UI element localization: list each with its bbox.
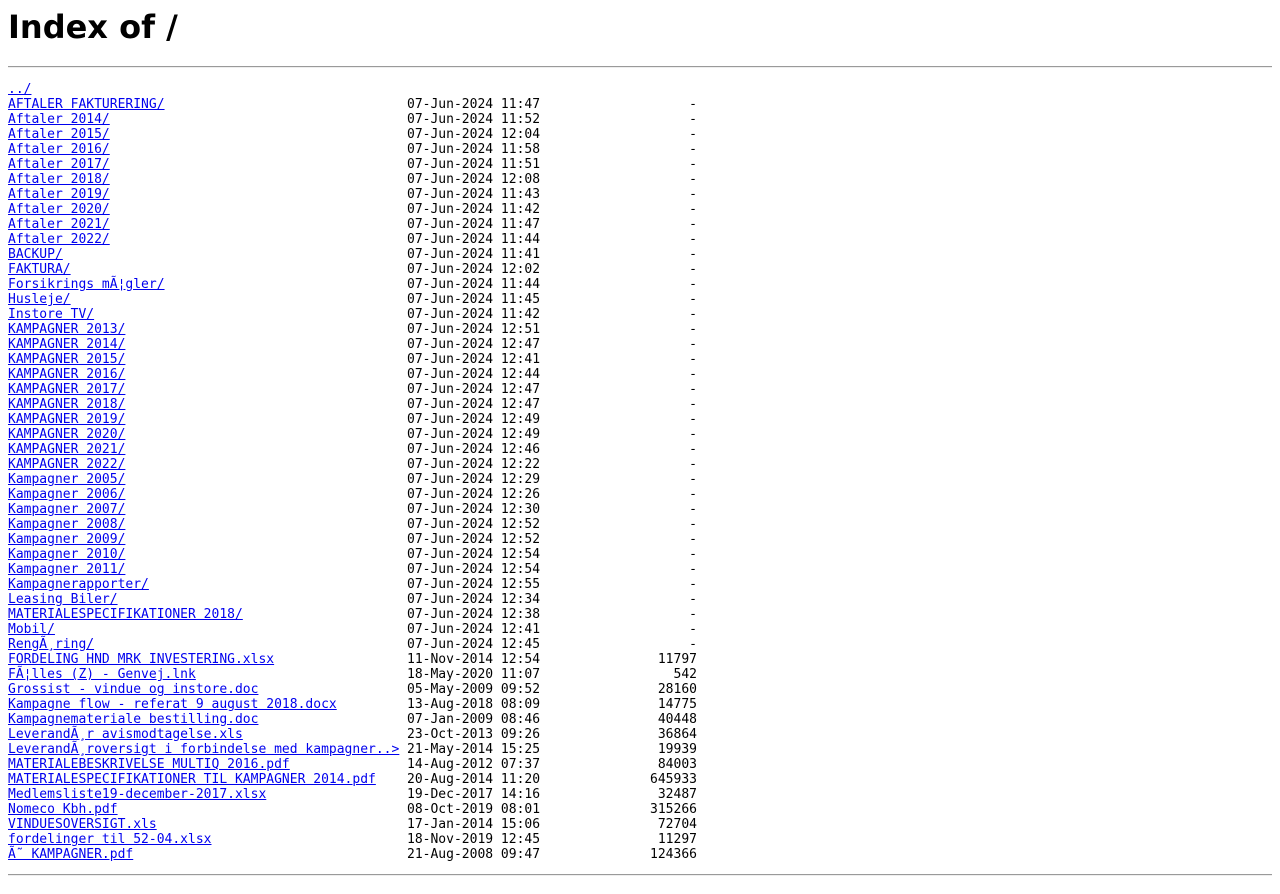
file-size: - xyxy=(689,352,697,367)
modified-date: 21-Aug-2008 09:47 xyxy=(407,847,541,862)
directory-link[interactable]: Kampagner 2006/ xyxy=(8,487,126,502)
listing-row xyxy=(8,727,1272,742)
modified-date: 07-Jun-2024 12:49 xyxy=(407,412,541,427)
modified-date: 07-Jun-2024 12:54 xyxy=(407,547,541,562)
file-size: 11297 xyxy=(657,832,697,847)
listing-row xyxy=(8,637,1272,652)
directory-link[interactable]: KAMPAGNER 2020/ xyxy=(8,427,126,442)
directory-link[interactable]: KAMPAGNER 2018/ xyxy=(8,397,126,412)
listing-row xyxy=(8,262,1272,277)
file-size: - xyxy=(689,487,697,502)
file-link[interactable]: Ã˜ KAMPAGNER.pdf xyxy=(8,847,134,862)
directory-link[interactable]: Aftaler 2016/ xyxy=(8,142,110,157)
modified-date: 07-Jun-2024 12:04 xyxy=(407,127,541,142)
modified-date: 07-Jun-2024 11:47 xyxy=(407,217,541,232)
modified-date: 21-May-2014 15:25 xyxy=(407,742,541,757)
top-divider xyxy=(8,66,1272,68)
file-size: - xyxy=(689,307,697,322)
file-size: - xyxy=(689,187,697,202)
file-size: - xyxy=(689,427,697,442)
listing-row xyxy=(8,712,1272,727)
listing-row xyxy=(8,217,1272,232)
modified-date: 13-Aug-2018 08:09 xyxy=(407,697,541,712)
modified-date: 07-Jun-2024 12:52 xyxy=(407,532,541,547)
listing-row xyxy=(8,127,1272,142)
modified-date: 07-Jun-2024 11:42 xyxy=(407,307,541,322)
modified-date: 07-Jun-2024 12:47 xyxy=(407,397,541,412)
directory-link[interactable]: KAMPAGNER 2022/ xyxy=(8,457,126,472)
modified-date: 07-Jun-2024 11:41 xyxy=(407,247,541,262)
directory-link[interactable]: Kampagner 2005/ xyxy=(8,472,126,487)
directory-link[interactable]: KAMPAGNER 2015/ xyxy=(8,352,126,367)
directory-link[interactable]: MATERIALESPECIFIKATIONER 2018/ xyxy=(8,607,243,622)
directory-link[interactable]: Aftaler 2020/ xyxy=(8,202,110,217)
directory-link[interactable]: Instore TV/ xyxy=(8,307,95,322)
directory-link[interactable]: Aftaler 2021/ xyxy=(8,217,110,232)
listing-row xyxy=(8,202,1272,217)
listing-row xyxy=(8,802,1272,817)
modified-date: 07-Jun-2024 12:29 xyxy=(407,472,541,487)
directory-link[interactable]: Leasing Biler/ xyxy=(8,592,118,607)
file-link[interactable]: VINDUESOVERSIGT.xls xyxy=(8,817,157,832)
listing-row xyxy=(8,757,1272,772)
directory-link[interactable]: Kampagner 2010/ xyxy=(8,547,126,562)
file-size: 11797 xyxy=(657,652,697,667)
file-size: - xyxy=(689,127,697,142)
modified-date: 07-Jun-2024 12:45 xyxy=(407,637,541,652)
file-size: - xyxy=(689,97,697,112)
modified-date: 23-Oct-2013 09:26 xyxy=(407,727,541,742)
file-size: 84003 xyxy=(657,757,697,772)
file-size: - xyxy=(689,382,697,397)
file-link[interactable]: fordelinger til 52-04.xlsx xyxy=(8,832,212,847)
file-size: - xyxy=(689,112,697,127)
file-size: - xyxy=(689,397,697,412)
listing-row xyxy=(8,832,1272,847)
file-link[interactable]: FORDELING HND MRK INVESTERING.xlsx xyxy=(8,652,275,667)
listing-row xyxy=(8,112,1272,127)
directory-link[interactable]: Aftaler 2014/ xyxy=(8,112,110,127)
modified-date: 07-Jun-2024 11:58 xyxy=(407,142,541,157)
file-size: - xyxy=(689,592,697,607)
listing-row xyxy=(8,742,1272,757)
file-size: - xyxy=(689,262,697,277)
file-size: - xyxy=(689,292,697,307)
directory-link[interactable]: Aftaler 2022/ xyxy=(8,232,110,247)
file-size: - xyxy=(689,202,697,217)
file-size: - xyxy=(689,622,697,637)
modified-date: 07-Jun-2024 11:47 xyxy=(407,97,541,112)
parent-directory-link[interactable]: ../ xyxy=(8,82,32,97)
modified-date: 07-Jun-2024 12:08 xyxy=(407,172,541,187)
directory-link[interactable]: AFTALER FAKTURERING/ xyxy=(8,97,165,112)
listing-row xyxy=(8,382,1272,397)
directory-link[interactable]: Kampagner 2007/ xyxy=(8,502,126,517)
modified-date: 07-Jun-2024 11:44 xyxy=(407,232,541,247)
modified-date: 07-Jun-2024 11:52 xyxy=(407,112,541,127)
modified-date: 07-Jun-2024 12:38 xyxy=(407,607,541,622)
file-size: - xyxy=(689,577,697,592)
modified-date: 07-Jun-2024 11:51 xyxy=(407,157,541,172)
modified-date: 07-Jun-2024 12:52 xyxy=(407,517,541,532)
listing-row xyxy=(8,772,1272,787)
modified-date: 07-Jan-2009 08:46 xyxy=(407,712,541,727)
file-link[interactable]: MATERIALEBESKRIVELSE MULTIQ 2016.pdf xyxy=(8,757,290,772)
listing-row xyxy=(8,307,1272,322)
file-link[interactable]: Nomeco Kbh.pdf xyxy=(8,802,118,817)
modified-date: 07-Jun-2024 12:30 xyxy=(407,502,541,517)
parent-directory-row xyxy=(8,82,1272,97)
listing-row xyxy=(8,292,1272,307)
directory-link[interactable]: Forsikrings mÃ¦gler/ xyxy=(8,277,165,292)
listing-row xyxy=(8,427,1272,442)
modified-date: 14-Aug-2012 07:37 xyxy=(407,757,541,772)
listing-row xyxy=(8,397,1272,412)
modified-date: 07-Jun-2024 12:26 xyxy=(407,487,541,502)
file-size: - xyxy=(689,142,697,157)
listing-row xyxy=(8,457,1272,472)
modified-date: 18-Nov-2019 12:45 xyxy=(407,832,541,847)
file-size: - xyxy=(689,517,697,532)
file-size: 32487 xyxy=(657,787,697,802)
page-title: Index of / xyxy=(8,8,178,46)
listing-row xyxy=(8,502,1272,517)
modified-date: 07-Jun-2024 12:54 xyxy=(407,562,541,577)
file-size: - xyxy=(689,502,697,517)
modified-date: 20-Aug-2014 11:20 xyxy=(407,772,541,787)
modified-date: 18-May-2020 11:07 xyxy=(407,667,541,682)
directory-link[interactable]: FAKTURA/ xyxy=(8,262,71,277)
directory-link[interactable]: RengÃ¸ring/ xyxy=(8,637,95,652)
listing-row xyxy=(8,577,1272,592)
directory-link[interactable]: Kampagner 2011/ xyxy=(8,562,126,577)
listing-row xyxy=(8,562,1272,577)
directory-link[interactable]: KAMPAGNER 2017/ xyxy=(8,382,126,397)
listing-row xyxy=(8,697,1272,712)
file-size: 28160 xyxy=(657,682,697,697)
modified-date: 11-Nov-2014 12:54 xyxy=(407,652,541,667)
listing-row xyxy=(8,547,1272,562)
listing-row xyxy=(8,322,1272,337)
file-size: - xyxy=(689,532,697,547)
directory-link[interactable]: BACKUP/ xyxy=(8,247,63,262)
modified-date: 07-Jun-2024 12:41 xyxy=(407,622,541,637)
modified-date: 07-Jun-2024 11:45 xyxy=(407,292,541,307)
bottom-divider xyxy=(8,874,1272,876)
file-size: - xyxy=(689,367,697,382)
directory-link[interactable]: KAMPAGNER 2016/ xyxy=(8,367,126,382)
modified-date: 07-Jun-2024 11:42 xyxy=(407,202,541,217)
listing-row xyxy=(8,172,1272,187)
file-size: 19939 xyxy=(657,742,697,757)
modified-date: 07-Jun-2024 12:22 xyxy=(407,457,541,472)
modified-date: 07-Jun-2024 12:46 xyxy=(407,442,541,457)
listing-row xyxy=(8,532,1272,547)
listing-row xyxy=(8,412,1272,427)
file-size: - xyxy=(689,412,697,427)
listing-row xyxy=(8,97,1272,112)
modified-date: 07-Jun-2024 12:55 xyxy=(407,577,541,592)
directory-link[interactable]: Kampagner 2009/ xyxy=(8,532,126,547)
file-size: - xyxy=(689,562,697,577)
modified-date: 07-Jun-2024 12:49 xyxy=(407,427,541,442)
directory-link[interactable]: Aftaler 2015/ xyxy=(8,127,110,142)
listing-row xyxy=(8,487,1272,502)
listing-row xyxy=(8,472,1272,487)
listing-row xyxy=(8,817,1272,832)
file-size: - xyxy=(689,442,697,457)
directory-link[interactable]: Aftaler 2017/ xyxy=(8,157,110,172)
file-link[interactable]: LeverandÃ¸roversigt i forbindelse med kampagner..> xyxy=(8,742,400,757)
listing-row xyxy=(8,847,1272,862)
file-size: 36864 xyxy=(657,727,697,742)
file-size: 645933 xyxy=(650,772,697,787)
directory-link[interactable]: Kampagner 2008/ xyxy=(8,517,126,532)
modified-date: 05-May-2009 09:52 xyxy=(407,682,541,697)
file-link[interactable]: Medlemsliste19-december-2017.xlsx xyxy=(8,787,267,802)
file-size: - xyxy=(689,472,697,487)
listing-row xyxy=(8,337,1272,352)
directory-link[interactable]: KAMPAGNER 2019/ xyxy=(8,412,126,427)
file-size: - xyxy=(689,232,697,247)
file-size: 14775 xyxy=(657,697,697,712)
file-size: - xyxy=(689,547,697,562)
listing-row xyxy=(8,277,1272,292)
listing-row xyxy=(8,157,1272,172)
file-size: - xyxy=(689,637,697,652)
file-size: - xyxy=(689,457,697,472)
modified-date: 19-Dec-2017 14:16 xyxy=(407,787,541,802)
listing-row xyxy=(8,607,1272,622)
listing-row xyxy=(8,787,1272,802)
directory-link[interactable]: KAMPAGNER 2013/ xyxy=(8,322,126,337)
modified-date: 07-Jun-2024 12:44 xyxy=(407,367,541,382)
listing-row xyxy=(8,682,1272,697)
modified-date: 07-Jun-2024 12:47 xyxy=(407,382,541,397)
directory-link[interactable]: Mobil/ xyxy=(8,622,55,637)
modified-date: 08-Oct-2019 08:01 xyxy=(407,802,541,817)
directory-link[interactable]: KAMPAGNER 2021/ xyxy=(8,442,126,457)
listing-row xyxy=(8,442,1272,457)
listing-row xyxy=(8,142,1272,157)
listing-row xyxy=(8,352,1272,367)
listing-row xyxy=(8,652,1272,667)
modified-date: 07-Jun-2024 12:41 xyxy=(407,352,541,367)
listing-row xyxy=(8,187,1272,202)
file-size: 40448 xyxy=(657,712,697,727)
directory-listing-page xyxy=(0,9,1280,876)
file-link[interactable]: FÃ¦lles (Z) - Genvej.lnk xyxy=(8,667,196,682)
directory-link[interactable]: Aftaler 2018/ xyxy=(8,172,110,187)
directory-link[interactable]: Husleje/ xyxy=(8,292,71,307)
file-size: - xyxy=(689,217,697,232)
file-size: - xyxy=(689,322,697,337)
file-size: - xyxy=(689,337,697,352)
modified-date: 07-Jun-2024 12:47 xyxy=(407,337,541,352)
listing-row xyxy=(8,517,1272,532)
file-link[interactable]: LeverandÃ¸r avismodtagelse.xls xyxy=(8,727,243,742)
modified-date: 07-Jun-2024 12:34 xyxy=(407,592,541,607)
file-size: 315266 xyxy=(650,802,697,817)
file-size: 124366 xyxy=(650,847,697,862)
listing-row xyxy=(8,622,1272,637)
modified-date: 17-Jan-2014 15:06 xyxy=(407,817,541,832)
modified-date: 07-Jun-2024 11:44 xyxy=(407,277,541,292)
file-size: - xyxy=(689,172,697,187)
file-link[interactable]: Kampagnemateriale bestilling.doc xyxy=(8,712,259,727)
listing-row xyxy=(8,367,1272,382)
file-link[interactable]: MATERIALESPECIFIKATIONER TIL KAMPAGNER 2014.pdf xyxy=(8,772,376,787)
file-size: 542 xyxy=(673,667,697,682)
directory-link[interactable]: KAMPAGNER 2014/ xyxy=(8,337,126,352)
file-link[interactable]: Grossist - vindue og instore.doc xyxy=(8,682,259,697)
file-link[interactable]: Kampagne flow - referat 9 august 2018.docx xyxy=(8,697,337,712)
modified-date: 07-Jun-2024 12:02 xyxy=(407,262,541,277)
listing-row xyxy=(8,667,1272,682)
listing-row xyxy=(8,232,1272,247)
file-size: - xyxy=(689,157,697,172)
directory-link[interactable]: Aftaler 2019/ xyxy=(8,187,110,202)
file-size: - xyxy=(689,247,697,262)
modified-date: 07-Jun-2024 11:43 xyxy=(407,187,541,202)
listing-row xyxy=(8,247,1272,262)
file-size: 72704 xyxy=(657,817,697,832)
file-size: - xyxy=(689,277,697,292)
file-listing xyxy=(8,82,1272,862)
file-size: - xyxy=(689,607,697,622)
directory-link[interactable]: Kampagnerapporter/ xyxy=(8,577,149,592)
listing-row xyxy=(8,592,1272,607)
modified-date: 07-Jun-2024 12:51 xyxy=(407,322,541,337)
